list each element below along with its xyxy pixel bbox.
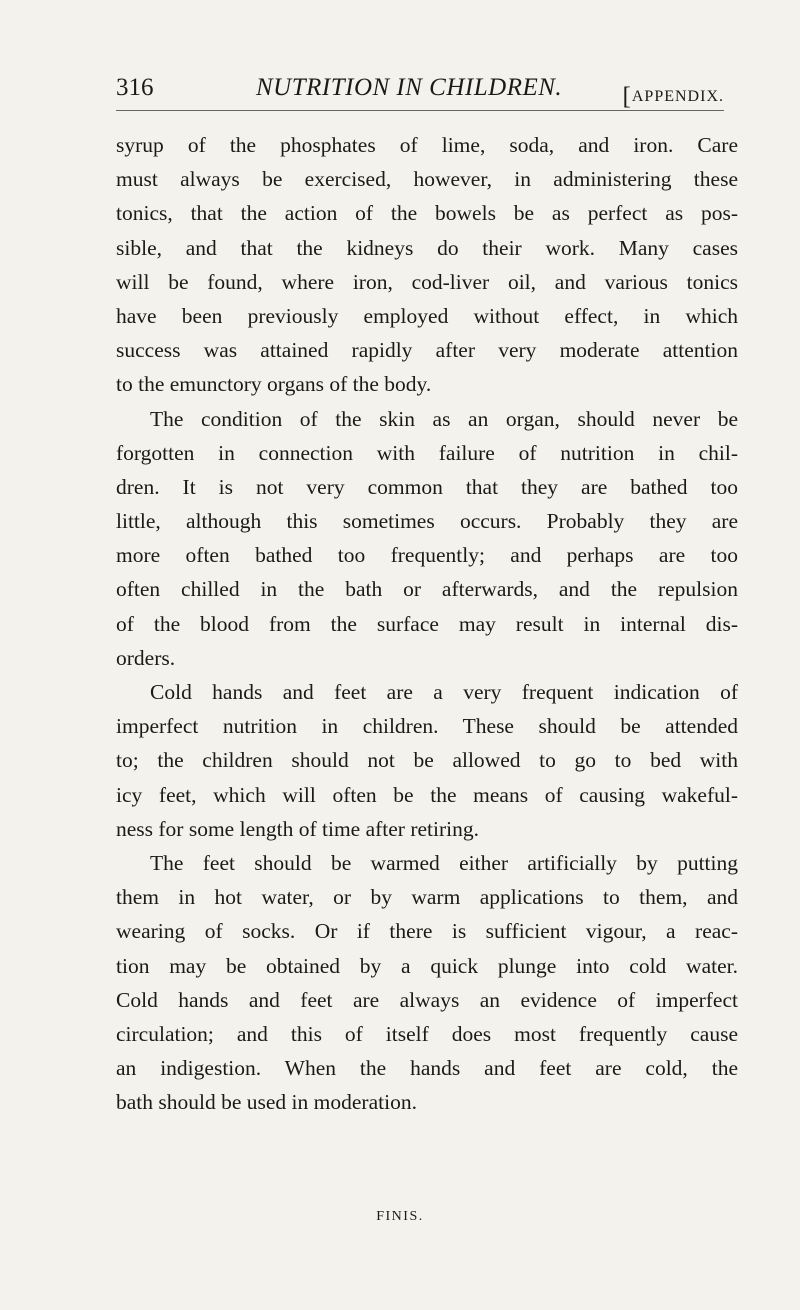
text-line: have been previously employed without effect, in which [116, 303, 738, 328]
text-line: ness for some length of time after retiring. [116, 816, 480, 841]
text-line: will be found, where iron, cod-liver oil, and various tonics [116, 269, 738, 294]
text-line: imperfect nutrition in children. These should be attended [116, 714, 738, 739]
text-line: sible, and that the kidneys do their work. Many cases [116, 235, 738, 260]
text-line: orders. [116, 645, 176, 670]
page-number: 316 [116, 74, 154, 101]
text-line: forgotten in connection with failure of nutrition in chil- [116, 440, 738, 465]
text-line: must always be exercised, however, in administering these [116, 167, 738, 192]
text-line: syrup of the phosphates of lime, soda, and iron. Care [116, 133, 738, 157]
text-line: often chilled in the bath or afterwards, and the repulsion [116, 577, 738, 602]
text-line: to; the children should not be allowed to go to bed with [116, 748, 738, 773]
text-line: success was attained rapidly after very moderate attention [116, 338, 738, 363]
finis-mark: FINIS. [376, 1209, 424, 1224]
text-line: dren. It is not very common that they are bathed too [116, 474, 738, 499]
text-line: little, although this sometimes occurs. Probably they are [116, 509, 738, 534]
text-line: circulation; and this of itself does most frequently cause [116, 1021, 738, 1046]
text-line: of the blood from the surface may result in internal dis- [116, 611, 738, 636]
page-header [116, 74, 724, 114]
text-line: Cold hands and feet are a very frequent indication of [150, 680, 738, 704]
text-line: to the emunctory organs of the body. [116, 372, 432, 397]
text-line: an indigestion. When the hands and feet are cold, the [116, 1056, 738, 1081]
text-line: Cold hands and feet are always an evidence of imperfect [116, 987, 738, 1012]
text-line: more often bathed too frequently; and perhaps are too [116, 543, 738, 568]
section-tag: [APPENDIX. [622, 83, 724, 110]
text-line: tion may be obtained by a quick plunge into cold water. [116, 953, 738, 978]
header-rule [116, 110, 724, 111]
text-line: tonics, that the action of the bowels be as perfect as pos- [116, 201, 738, 226]
text-line: icy feet, which will often be the means of causing wakeful- [116, 782, 738, 807]
text-line: The condition of the skin as an organ, should never be [150, 406, 738, 431]
text-line: them in hot water, or by warm applications to them, and [116, 885, 738, 910]
text-line: The feet should be warmed either artificially by putting [150, 850, 738, 875]
text-line: wearing of socks. Or if there is sufficient vigour, a reac- [116, 919, 738, 944]
section-label: APPENDIX. [631, 88, 724, 105]
body-text [116, 128, 738, 1119]
running-title: NUTRITION IN CHILDREN. [256, 74, 563, 101]
text-line: bath should be used in moderation. [116, 1090, 417, 1115]
